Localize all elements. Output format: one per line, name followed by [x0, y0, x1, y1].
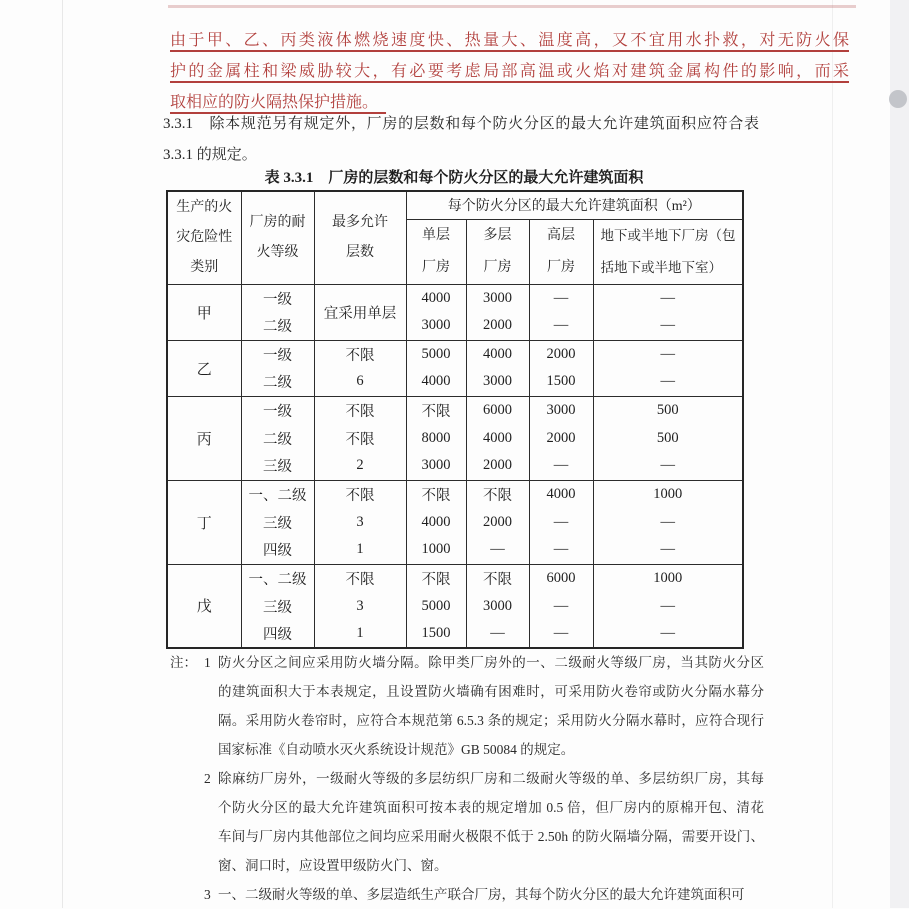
cell-area-value: 1500 — [529, 368, 593, 396]
note-line: 一、二级耐火等级的单、多层造纸生产联合厂房，其每个防火分区的最大允许建筑面积可 — [218, 887, 745, 902]
cell-max-floors: 不限 — [314, 424, 406, 452]
table-row — [167, 284, 743, 312]
cell-area-value: 1000 — [593, 564, 743, 592]
cell-max-floors: 不限 — [314, 564, 406, 592]
cell-area-value: — — [466, 620, 529, 648]
cell-area-value: — — [593, 508, 743, 536]
table-title: 表 3.3.1 厂房的层数和每个防火分区的最大允许建筑面积 — [264, 170, 644, 186]
cell-area-value: 3000 — [406, 312, 466, 340]
header-high-rise: 高层 厂房 — [529, 219, 593, 284]
cell-category: 乙 — [167, 340, 241, 396]
cell-area-value: — — [593, 452, 743, 480]
cell-max-floors: 不限 — [314, 340, 406, 368]
note-line: 个防火分区的最大允许建筑面积可按本表的规定增加 0.5 倍，但厂房内的原棉开包、清花 — [218, 800, 764, 815]
cell-area-value: 500 — [593, 396, 743, 424]
cell-area-value: — — [529, 620, 593, 648]
table-header — [167, 191, 743, 284]
cell-area-value: — — [529, 592, 593, 620]
cell-max-floors: 宜采用单层 — [314, 284, 406, 340]
cell-area-value: 2000 — [466, 452, 529, 480]
cell-category: 丙 — [167, 396, 241, 480]
cell-area-value: — — [529, 536, 593, 564]
cell-max-floors: 3 — [314, 592, 406, 620]
table-row — [167, 340, 743, 368]
header-underground: 地下或半地下厂房（包 括地下或半地下室） — [593, 219, 743, 284]
cell-area-value: — — [529, 312, 593, 340]
cell-fire-rating: 一、二级 — [241, 480, 314, 508]
cell-area-value: — — [593, 368, 743, 396]
cell-fire-rating: 一级 — [241, 340, 314, 368]
cell-area-value: 4000 — [406, 284, 466, 312]
cell-area-value: — — [593, 536, 743, 564]
highlighted-commentary — [170, 25, 849, 118]
table-row — [167, 508, 743, 536]
clause-line: 3.3.1 除本规范另有规定外，厂房的层数和每个防火分区的最大允许建筑面积应符合表 — [163, 116, 759, 132]
note-item — [170, 880, 764, 909]
cell-fire-rating: 四级 — [241, 620, 314, 648]
cell-fire-rating: 三级 — [241, 592, 314, 620]
cell-max-floors: 6 — [314, 368, 406, 396]
cell-max-floors: 1 — [314, 536, 406, 564]
cell-area-value: 1500 — [406, 620, 466, 648]
cell-area-value: 3000 — [406, 452, 466, 480]
commentary-line: 护的金属柱和梁威胁较大，有必要考虑局部高温或火焰对建筑金属构件的影响，而采 — [170, 63, 849, 80]
cell-area-value: 2000 — [466, 312, 529, 340]
cell-category: 丁 — [167, 480, 241, 564]
cell-area-value: 4000 — [529, 480, 593, 508]
header-area-group: 每个防火分区的最大允许建筑面积（m²） — [406, 191, 743, 219]
commentary-line: 取相应的防火隔热保护措施。 — [170, 94, 371, 111]
note-item — [170, 764, 764, 880]
cell-area-value: — — [593, 340, 743, 368]
cell-max-floors: 不限 — [314, 480, 406, 508]
cell-area-value: — — [593, 620, 743, 648]
table-3-3-1 — [166, 190, 744, 649]
table-row — [167, 564, 743, 592]
note-number: 3 — [204, 887, 211, 902]
note-line: 的建筑面积大于本表规定，且设置防火墙确有困难时，可采用防火卷帘或防火分隔水幕分 — [218, 684, 764, 699]
cell-area-value: — — [529, 452, 593, 480]
note-line: 防火分区之间应采用防火墙分隔。除甲类厂房外的一、二级耐火等级厂房，当其防火分区 — [218, 655, 764, 670]
note-item — [170, 648, 764, 764]
cell-area-value: 3000 — [466, 284, 529, 312]
cell-max-floors: 1 — [314, 620, 406, 648]
note-prefix: 注： — [170, 655, 197, 670]
cell-area-value: 4000 — [406, 368, 466, 396]
cell-area-value: — — [466, 536, 529, 564]
scrollbar-thumb[interactable] — [889, 90, 907, 108]
table-row — [167, 480, 743, 508]
cell-area-value: 1000 — [593, 480, 743, 508]
cell-fire-rating: 四级 — [241, 536, 314, 564]
table-row — [167, 536, 743, 564]
note-line: 隔。采用防火卷帘时，应符合本规范第 6.5.3 条的规定；采用防火分隔水幕时，应符合现行 — [218, 713, 764, 728]
table-row — [167, 620, 743, 648]
header-single-storey: 单层 厂房 — [406, 219, 466, 284]
cell-area-value: 3000 — [466, 592, 529, 620]
page-edge-line-right — [832, 0, 833, 908]
cell-area-value: 4000 — [466, 340, 529, 368]
cell-area-value: 8000 — [406, 424, 466, 452]
header-multi-storey: 多层 厂房 — [466, 219, 529, 284]
note-number: 2 — [204, 771, 211, 786]
cell-fire-rating: 一、二级 — [241, 564, 314, 592]
cell-area-value: — — [593, 312, 743, 340]
cell-area-value: — — [593, 284, 743, 312]
cell-area-value: 6000 — [529, 564, 593, 592]
cell-fire-rating: 二级 — [241, 424, 314, 452]
note-number: 1 — [204, 655, 211, 670]
header-max-floors: 最多允许 层数 — [314, 191, 406, 284]
cell-area-value: — — [529, 284, 593, 312]
previous-line-underline-fragment — [168, 5, 856, 8]
cell-fire-rating: 三级 — [241, 508, 314, 536]
scrollbar-track[interactable] — [890, 0, 909, 908]
clause-line: 3.3.1 的规定。 — [163, 147, 257, 163]
clause-3-3-1-paragraph — [163, 109, 759, 171]
cell-fire-rating: 三级 — [241, 452, 314, 480]
cell-area-value: 3000 — [529, 396, 593, 424]
cell-area-value: 2000 — [529, 424, 593, 452]
table-row — [167, 396, 743, 424]
table-row — [167, 424, 743, 452]
cell-area-value: — — [529, 508, 593, 536]
cell-area-value: — — [593, 592, 743, 620]
commentary-line: 由于甲、乙、丙类液体燃烧速度快、热量大、温度高，又不宜用水扑救，对无防火保 — [170, 32, 849, 49]
table-row — [167, 592, 743, 620]
note-line: 窗、洞口时，应设置甲级防火门、窗。 — [218, 858, 448, 873]
cell-area-value: 2000 — [529, 340, 593, 368]
note-line: 除麻纺厂房外，一级耐火等级的多层纺织厂房和二级耐火等级的单、多层纺织厂房，其每 — [218, 771, 764, 786]
cell-category: 戊 — [167, 564, 241, 648]
cell-area-value: 不限 — [466, 564, 529, 592]
table-row — [167, 312, 743, 340]
cell-area-value: 1000 — [406, 536, 466, 564]
cell-max-floors: 2 — [314, 452, 406, 480]
cell-area-value: 3000 — [466, 368, 529, 396]
cell-max-floors: 不限 — [314, 396, 406, 424]
cell-max-floors: 3 — [314, 508, 406, 536]
cell-area-value: 2000 — [466, 508, 529, 536]
cell-fire-rating: 二级 — [241, 368, 314, 396]
table-notes — [170, 648, 764, 909]
cell-area-value: 5000 — [406, 340, 466, 368]
table-row — [167, 368, 743, 396]
cell-area-value: 不限 — [406, 564, 466, 592]
cell-fire-rating: 二级 — [241, 312, 314, 340]
cell-area-value: 500 — [593, 424, 743, 452]
header-category: 生产的火 灾危险性 类别 — [167, 191, 241, 284]
cell-area-value: 5000 — [406, 592, 466, 620]
cell-area-value: 4000 — [406, 508, 466, 536]
cell-area-value: 6000 — [466, 396, 529, 424]
cell-area-value: 4000 — [466, 424, 529, 452]
page-edge-line-left — [62, 0, 63, 908]
table-body — [167, 284, 743, 648]
cell-fire-rating: 一级 — [241, 396, 314, 424]
table-row — [167, 452, 743, 480]
note-line: 车间与厂房内其他部位之间均应采用耐火极限不低于 2.50h 的防火隔墙分隔，需要开设门、 — [218, 829, 764, 844]
header-fire-rating: 厂房的耐 火等级 — [241, 191, 314, 284]
cell-fire-rating: 一级 — [241, 284, 314, 312]
cell-category: 甲 — [167, 284, 241, 340]
cell-area-value: 不限 — [406, 396, 466, 424]
cell-area-value: 不限 — [466, 480, 529, 508]
note-line: 国家标准《自动喷水灭火系统设计规范》GB 50084 的规定。 — [218, 742, 575, 757]
cell-area-value: 不限 — [406, 480, 466, 508]
